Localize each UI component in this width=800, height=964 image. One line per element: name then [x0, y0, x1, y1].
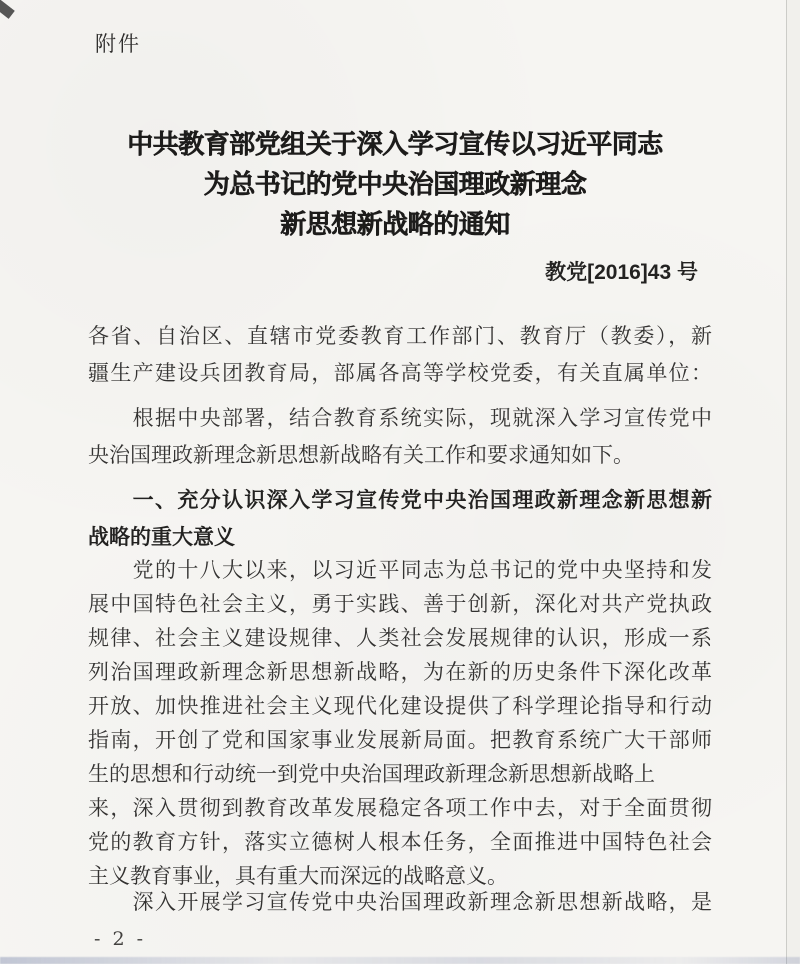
title-line: 中共教育部党组关于深入学习宣传以习近平同志	[127, 129, 663, 159]
text-line: 党的十八大以来，以习近平同志为总书记的党中央坚持和发	[88, 559, 712, 582]
attachment-label: 附件	[95, 33, 141, 56]
document-title	[80, 124, 710, 244]
paragraph-section-heading	[88, 482, 712, 556]
text-line: 党的教育方针，落实立德树人根本任务，全面推进中国特色社会	[88, 831, 712, 854]
paragraph-carry-importance	[88, 884, 712, 921]
title-line: 新思想新战略的通知	[280, 209, 510, 239]
text-line: 各省、自治区、直辖市党委教育工作部门、教育厅（教委），新	[88, 325, 712, 348]
scan-edge-line	[786, 0, 787, 964]
document-number: 教党[2016]43 号	[545, 261, 698, 284]
text-line: 疆生产建设兵团教育局，部属各高等学校党委，有关直属单位：	[88, 362, 712, 385]
page-number: - 2 -	[94, 928, 147, 950]
text-line: 一、充分认识深入学习宣传党中央治国理政新理念新思想新	[88, 489, 712, 512]
paragraph-intro	[88, 400, 712, 474]
paragraph-addressee	[88, 318, 712, 392]
text-line: 生的思想和行动统一到党中央治国理政新理念新思想新战略上	[88, 763, 655, 786]
text-line: 指南，开创了党和国家事业发展新局面。把教育系统广大干部师	[88, 729, 712, 752]
text-line: 主义教育事业，具有重大而深远的战略意义。	[88, 865, 508, 888]
text-line: 开放、加快推进社会主义现代化建设提供了科学理论指导和行动	[88, 695, 712, 718]
paragraph-significance	[88, 554, 712, 894]
scan-bottom-edge	[0, 957, 800, 964]
text-line: 列治国理政新理念新思想新战略，为在新的历史条件下深化改革	[88, 661, 712, 684]
text-line: 规律、社会主义建设规律、人类社会发展规律的认识，形成一系	[88, 627, 712, 650]
text-line: 央治国理政新理念新思想新战略有关工作和要求通知如下。	[88, 444, 634, 467]
title-line: 为总书记的党中央治国理政新理念	[203, 169, 587, 199]
scan-corner-artifact	[0, 0, 15, 19]
scan-edge-band	[787, 0, 800, 964]
text-line: 战略的重大意义	[88, 526, 235, 549]
text-line: 深入开展学习宣传党中央治国理政新理念新思想新战略，是	[88, 891, 712, 914]
text-line: 展中国特色社会主义，勇于实践、善于创新，深化对共产党执政	[88, 593, 712, 616]
text-line: 根据中央部署，结合教育系统实际，现就深入学习宣传党中	[88, 407, 712, 430]
text-line: 来，深入贯彻到教育改革发展稳定各项工作中去，对于全面贯彻	[88, 797, 712, 820]
